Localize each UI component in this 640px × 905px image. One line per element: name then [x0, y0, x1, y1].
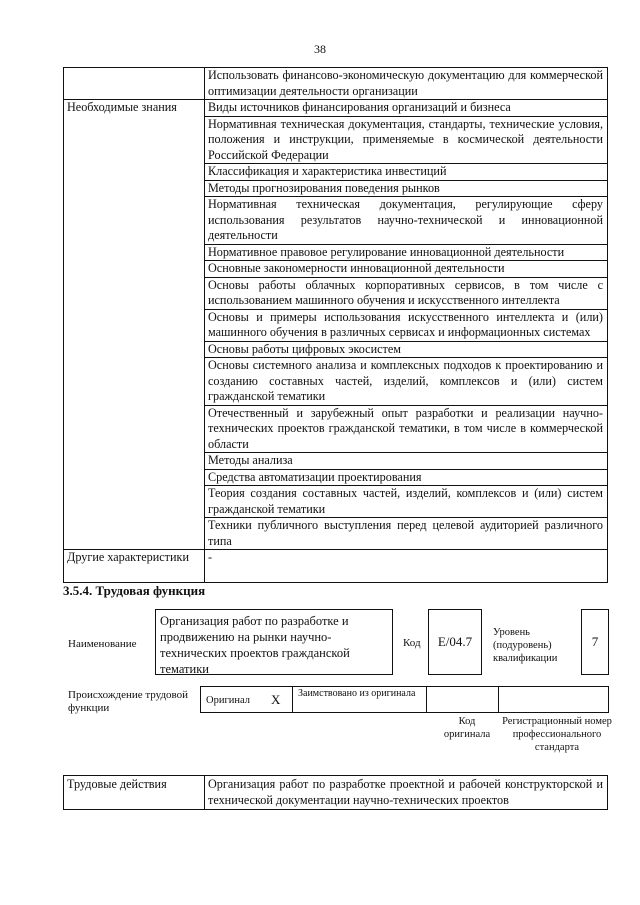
knowledge-item: Отечественный и зарубежный опыт разработки и реализации научно-технических проектов гражданской тематики, в том числе в коммерческой области	[205, 405, 608, 453]
other-value: -	[205, 550, 608, 583]
knowledge-item: Основы работы цифровых экосистем	[205, 341, 608, 358]
knowledge-item: Нормативная техническая документация, стандарты, технические условия, положения и инструкции, применяемые в космической деятельности Российской Федерации	[205, 116, 608, 164]
table-row	[64, 776, 608, 810]
name-label: Наименование	[68, 638, 137, 650]
function-name: Организация работ по разработке и продвижению на рынки научно-технических проектов гражданской тематики	[155, 609, 393, 675]
knowledge-item: Нормативное правовое регулирование инновационной деятельности	[205, 244, 608, 261]
actions-table	[63, 775, 608, 810]
knowledge-item: Техники публичного выступления перед целевой аудиторией различного типа	[205, 518, 608, 550]
knowledge-item: Средства автоматизации проектирования	[205, 469, 608, 486]
function-code: E/04.7	[428, 609, 482, 675]
borrowed-cell	[293, 686, 427, 713]
origin-label: Происхождение трудовой функции	[68, 689, 189, 714]
origin-row	[200, 686, 609, 713]
other-label: Другие характеристики	[64, 550, 205, 583]
table-row	[64, 68, 608, 100]
table-row	[64, 550, 608, 583]
knowledge-item: Методы анализа	[205, 453, 608, 470]
registration-number-label: Регистрационный номер профессионального стандарта	[502, 716, 612, 753]
original-label: Оригинал	[206, 695, 250, 706]
knowledge-item: Виды источников финансирования организаций и бизнеса	[205, 100, 608, 117]
actions-label: Трудовые действия	[64, 776, 205, 810]
code-label: Код	[403, 637, 421, 649]
original-cell	[200, 686, 293, 713]
knowledge-table	[63, 67, 608, 583]
original-code-label: Код оригинала	[443, 716, 491, 740]
qualification-level: 7	[581, 609, 609, 675]
knowledge-item: Основы и примеры использования искусственного интеллекта и (или) машинного обучения в различных сервисах и информационных системах	[205, 309, 608, 341]
level-label: Уровень (подуровень) квалификации	[493, 627, 558, 664]
empty-label-cell	[64, 68, 205, 100]
skill-cell: Использовать финансово-экономическую документацию для коммерческой оптимизации деятельности организации	[205, 68, 608, 100]
page-number: 38	[314, 42, 326, 56]
knowledge-item: Основные закономерности инновационной деятельности	[205, 261, 608, 278]
section-title: 3.5.4. Трудовая функция	[63, 583, 206, 598]
original-code-cell	[427, 686, 499, 713]
registration-number-cell	[499, 686, 609, 713]
actions-value: Организация работ по разработке проектной и рабочей конструкторской и технической документации научно-технических проектов	[205, 776, 608, 810]
knowledge-item: Нормативная техническая документация, регулирующие сферу использования результатов научно-технической и инновационной деятельности	[205, 197, 608, 245]
knowledge-item: Методы прогнозирования поведения рынков	[205, 180, 608, 197]
knowledge-item: Основы системного анализа и комплексных подходов к проектированию и созданию составных частей, изделий, комплексов и (или) систем гражданской тематики	[205, 358, 608, 406]
original-mark: X	[271, 692, 281, 707]
knowledge-item: Классификация и характеристика инвестиций	[205, 164, 608, 181]
knowledge-item: Основы работы облачных корпоративных сервисов, в том числе с использованием машинного обучения и искусственного интеллекта	[205, 277, 608, 309]
table-row	[64, 100, 608, 117]
knowledge-label: Необходимые знания	[64, 100, 205, 550]
knowledge-item: Теория создания составных частей, изделий, комплексов и (или) систем гражданской тематики	[205, 486, 608, 518]
borrowed-label: Заимствовано из оригинала	[298, 688, 416, 699]
